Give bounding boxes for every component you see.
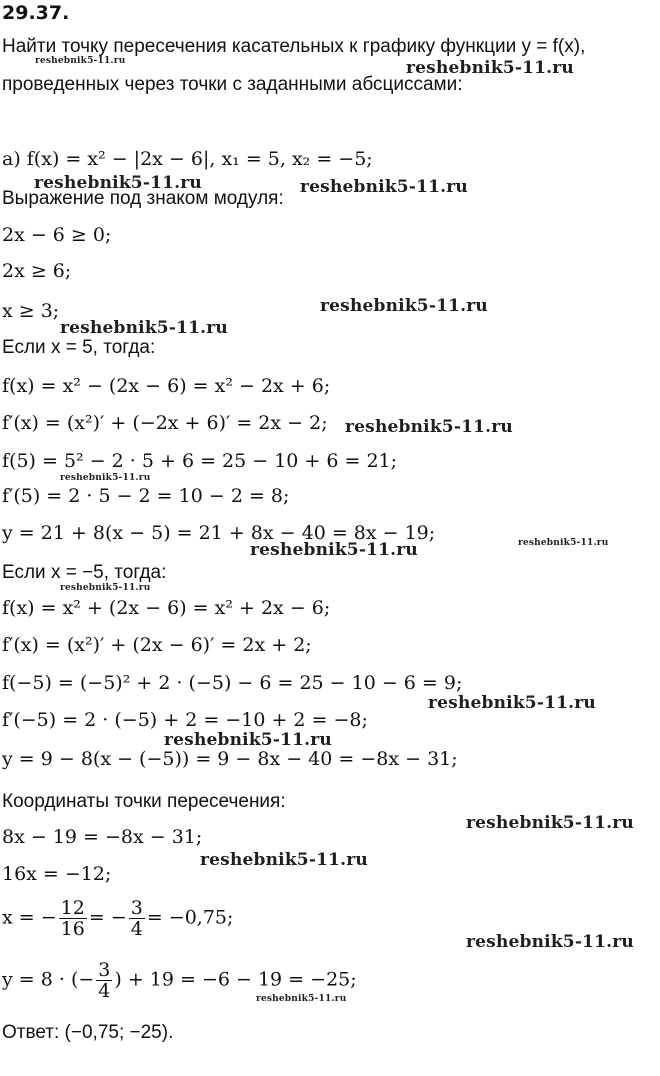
- task-line-1: Найти точку пересечения касательных к графику функции y = f(x),: [2, 36, 586, 57]
- fraction-3-4: [129, 898, 145, 939]
- watermark: reshebnik5-11.ru: [60, 583, 151, 593]
- watermark: reshebnik5-11.ru: [428, 693, 596, 713]
- case1-derivative: f′(x) = (x²)′ + (−2x + 6)′ = 2x − 2;: [2, 412, 328, 434]
- watermark: reshebnik5-11.ru: [466, 932, 634, 952]
- case2-derivative-value: f′(−5) = 2 · (−5) + 2 = −10 + 2 = −8;: [2, 709, 368, 731]
- equation-1: 8x − 19 = −8x − 31;: [2, 826, 203, 848]
- watermark: reshebnik5-11.ru: [300, 177, 468, 197]
- fraction-denominator: 16: [60, 918, 85, 940]
- case1-value: f(5) = 5² − 2 · 5 + 6 = 25 − 10 + 6 = 21;: [2, 450, 398, 472]
- watermark: reshebnik5-11.ru: [60, 473, 151, 483]
- watermark: reshebnik5-11.ru: [250, 540, 418, 560]
- y-suffix: ) + 19 = −6 − 19 = −25;: [114, 968, 357, 991]
- case2-tangent: y = 9 − 8(x − (−5)) = 9 − 8x − 40 = −8x − 31;: [2, 748, 458, 770]
- fraction-numerator: 12: [60, 897, 85, 919]
- module-intro: Выражение под знаком модуля:: [2, 188, 284, 209]
- watermark: reshebnik5-11.ru: [466, 813, 634, 833]
- answer: Ответ: (−0,75; −25).: [2, 1022, 174, 1043]
- watermark: reshebnik5-11.ru: [345, 417, 513, 437]
- watermark: reshebnik5-11.ru: [34, 173, 202, 193]
- fraction-numerator: 3: [98, 959, 111, 981]
- inequality-1: 2x − 6 ≥ 0;: [2, 224, 112, 246]
- y-prefix: y = 8 · (−: [2, 968, 95, 991]
- fraction-12-16: [59, 898, 87, 939]
- x-prefix: x = −: [2, 906, 57, 929]
- watermark: reshebnik5-11.ru: [518, 538, 609, 548]
- x-suffix: = −0,75;: [146, 906, 234, 929]
- fraction-denominator: 4: [98, 980, 111, 1002]
- watermark: reshebnik5-11.ru: [60, 318, 228, 338]
- case1-header: Если x = 5, тогда:: [2, 337, 156, 358]
- case1-derivative-value: f′(5) = 2 · 5 − 2 = 10 − 2 = 8;: [2, 485, 290, 507]
- watermark: reshebnik5-11.ru: [320, 296, 488, 316]
- x-solution: [2, 898, 233, 939]
- case2-value: f(−5) = (−5)² + 2 · (−5) − 6 = 25 − 10 − 6 = 9;: [2, 672, 463, 694]
- watermark: reshebnik5-11.ru: [200, 850, 368, 870]
- equation-2: 16x = −12;: [2, 863, 112, 885]
- inequality-3: x ≥ 3;: [2, 300, 60, 322]
- case1-tangent: y = 21 + 8(x − 5) = 21 + 8x − 40 = 8x − 19;: [2, 522, 436, 544]
- case1-function: f(x) = x² − (2x − 6) = x² − 2x + 6;: [2, 375, 331, 397]
- case2-derivative: f′(x) = (x²)′ + (2x − 6)′ = 2x + 2;: [2, 634, 312, 656]
- intersection-header: Координаты точки пересечения:: [2, 791, 286, 812]
- inequality-2: 2x ≥ 6;: [2, 260, 72, 282]
- fraction-numerator: 3: [130, 897, 143, 919]
- x-mid: = −: [88, 906, 127, 929]
- fraction-denominator: 4: [130, 918, 143, 940]
- task-line-2: проведенных через точки с заданными абсциссами:: [2, 74, 463, 95]
- watermark: reshebnik5-11.ru: [406, 58, 574, 78]
- fraction-3-4: [96, 960, 112, 1001]
- watermark: reshebnik5-11.ru: [256, 994, 347, 1004]
- problem-number: 29.37.: [2, 2, 70, 24]
- watermark: reshebnik5-11.ru: [35, 56, 126, 66]
- case2-header: Если x = −5, тогда:: [2, 562, 167, 583]
- condition-a: а) f(x) = x² − |2x − 6|, x₁ = 5, x₂ = −5;: [2, 148, 373, 170]
- watermark: reshebnik5-11.ru: [164, 730, 332, 750]
- case2-function: f(x) = x² + (2x − 6) = x² + 2x − 6;: [2, 597, 331, 619]
